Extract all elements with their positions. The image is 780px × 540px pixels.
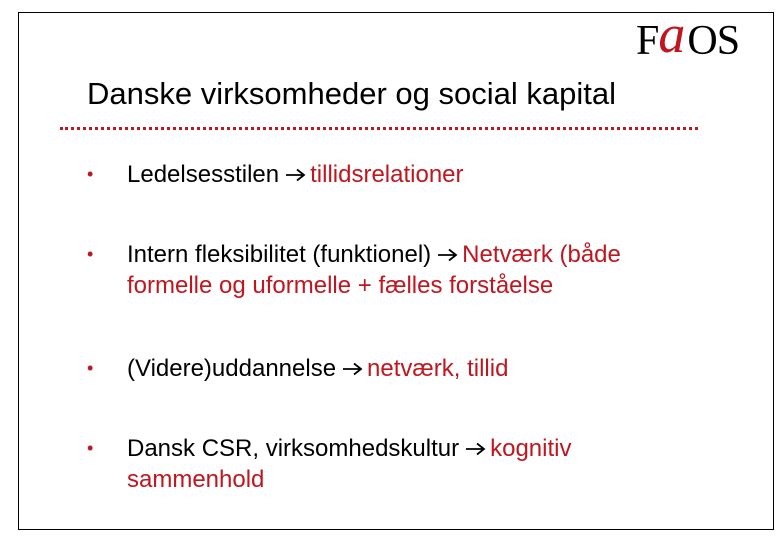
bullet-result-continued: sammenhold: [127, 466, 265, 493]
right-arrow-icon: [437, 248, 458, 262]
bullet-text: [127, 239, 737, 301]
bullet-result: netværk, tillid: [367, 355, 509, 382]
bullet-lead: (Videre)uddannelse: [127, 355, 337, 382]
bullet-text: [127, 433, 737, 495]
page-title: Danske virksomheder og social kapital: [87, 76, 616, 111]
bullet-result: tillidsrelationer: [310, 161, 464, 188]
bullet-lead: Intern fleksibilitet (funktionel): [127, 241, 432, 268]
right-arrow-icon: [285, 168, 306, 182]
bullet-result: Netværk (både: [462, 241, 621, 268]
bullet-result: kognitiv: [490, 435, 572, 462]
logo-letter-a: a: [658, 4, 686, 64]
bullet-lead: Dansk CSR, virksomhedskultur: [127, 435, 460, 462]
logo-letters-os: OS: [687, 18, 740, 64]
bullet-marker: •: [87, 164, 94, 184]
bullet-result-continued: formelle og uformelle + fælles forståelse: [127, 272, 554, 299]
bullet-lead: Ledelsesstilen: [127, 161, 280, 188]
bullet-marker: •: [87, 438, 94, 458]
bullet-marker: •: [87, 244, 94, 264]
right-arrow-icon: [342, 362, 363, 376]
right-arrow-icon: [465, 442, 486, 456]
bullet-marker: •: [87, 358, 94, 378]
logo-letter-f: F: [636, 18, 659, 64]
bullet-text: [127, 353, 737, 384]
bullet-text: [127, 159, 737, 190]
